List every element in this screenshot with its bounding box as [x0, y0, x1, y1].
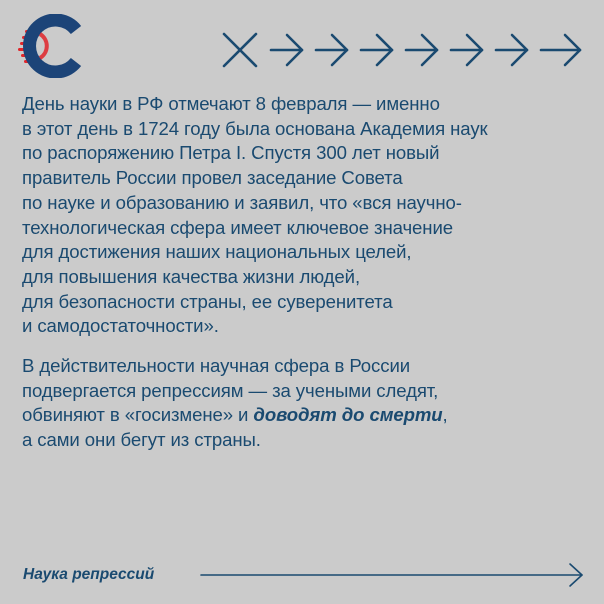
text-line: технологическая сфера имеет ключевое значение	[22, 216, 453, 238]
arrow-right-icon	[361, 35, 392, 65]
text-line: В действительности научная сфера в России	[22, 355, 411, 377]
text-line: а сами они бегут из страны.	[22, 429, 261, 451]
text-line: по науке и образованию и заявил, что «вся научно-	[22, 191, 462, 213]
arrow-right-icon	[451, 35, 482, 65]
text-line: для достижения наших национальных целей,	[22, 241, 412, 263]
close-icon	[224, 34, 256, 66]
text-line: День науки в РФ отмечают 8 февраля — именно	[22, 93, 440, 114]
text-line: в этот день в 1724 году была основана Академия наук	[22, 117, 488, 139]
long-arrow-right-icon	[200, 562, 586, 588]
text-line: и самодостаточности».	[22, 315, 219, 337]
text-line: подвергается репрессиям — за учеными следят,	[22, 379, 439, 401]
paragraph-repression	[22, 354, 592, 453]
series-label: Наука репрессий	[23, 566, 155, 583]
text-line: правитель России провел заседание Совета	[22, 167, 403, 189]
arrow-right-icon	[541, 35, 580, 65]
text-segment: обвиняют в «госизмене» и	[22, 404, 254, 426]
c-letter-logo	[18, 14, 84, 78]
arrow-right-icon	[496, 35, 527, 65]
arrow-right-icon	[271, 35, 302, 65]
arrow-right-icon	[406, 35, 437, 65]
article-body	[22, 92, 592, 453]
text-line: по распоряжению Петра I. Спустя 300 лет новый	[22, 142, 440, 164]
header-arrows-decoration	[219, 30, 585, 70]
text-line: для повышения качества жизни людей,	[22, 265, 361, 287]
text-line: для безопасности страны, ее суверенитета	[22, 290, 393, 312]
emphasis-text: доводят до смерти	[253, 404, 443, 426]
paragraph-intro	[22, 92, 592, 339]
text-line-with-emphasis	[22, 403, 592, 428]
arrow-right-icon	[316, 35, 347, 65]
text-segment: ,	[442, 404, 448, 426]
